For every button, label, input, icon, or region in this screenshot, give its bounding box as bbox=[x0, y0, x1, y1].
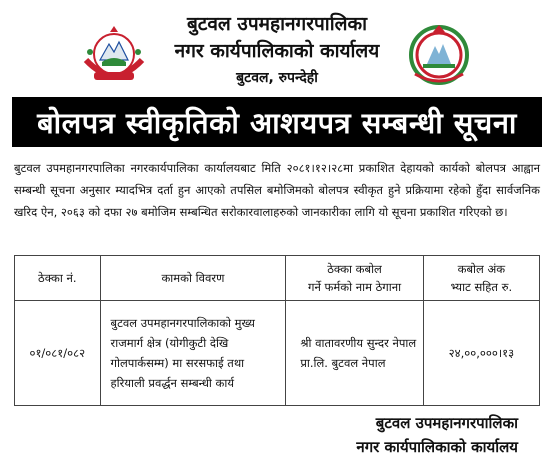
footer-municipality-name: बुटवल उपमहानगरपालिका bbox=[375, 414, 518, 432]
cell-work-description: बुटवल उपमहानगरपालिकाको मुख्य राजमार्ग क्षेत्र (योगीकुटी देखि गोलपार्कसम्म) मा सरसफाई तथा हरियाली प्रवर्द्धन सम्बन्धी कार्य bbox=[100, 301, 286, 406]
header-work-description: कामको विवरण bbox=[100, 256, 286, 301]
office-location: बुटवल, रुपन्देही bbox=[236, 70, 318, 86]
notice-body-paragraph: बुटवल उपमहानगरपालिका नगरकार्यपालिका कार्यालयबाट मिति २०८१।१२।२८मा प्रकाशित देहायको कार्यको बोलपत्र आह्वान सम्बन्धी सूचना अनुसार म्यादभित्र दर्ता हुन आएको तपसिल बमोजिमको बोलपत्र स्वीकृत हुने प्रक्रियामा रहेको हुँदा सार्वजनिक खरिद ऐन, २०६३ को दफा २७ बमोजिम सम्बन्धित सरोकारवालाहरुको जानकारीका लागि यो सूचना प्रकाशित गरिएको छ। bbox=[14, 161, 540, 219]
contract-table bbox=[14, 255, 540, 406]
cell-contract-no: ०१/०८१/०८२ bbox=[15, 301, 101, 406]
cell-amount: २४,००,०००।१३ bbox=[423, 301, 539, 406]
footer-office-name: नगर कार्यपालिकाको कार्यालय bbox=[356, 438, 518, 456]
office-name: नगर कार्यपालिकाको कार्यालय bbox=[174, 40, 380, 62]
municipality-name: बुटवल उपमहानगरपालिका bbox=[186, 13, 368, 35]
cell-firm: श्री वातावरणीय सुन्दर नेपाल प्रा.लि. बुटवल नेपाल bbox=[286, 301, 423, 406]
header-contract-no: ठेक्का नं. bbox=[15, 256, 101, 301]
notice-title: बोलपत्र स्वीकृतिको आशयपत्र सम्बन्धी सूचना bbox=[37, 105, 517, 140]
table-header-row bbox=[15, 256, 540, 301]
notice-title-banner bbox=[12, 97, 542, 147]
table-row bbox=[15, 301, 540, 406]
header-firm-name: ठेक्का कबोल गर्ने फर्मको नाम ठेगाना bbox=[286, 256, 423, 301]
header-amount: कबोल अंक भ्याट सहित रु. bbox=[423, 256, 539, 301]
